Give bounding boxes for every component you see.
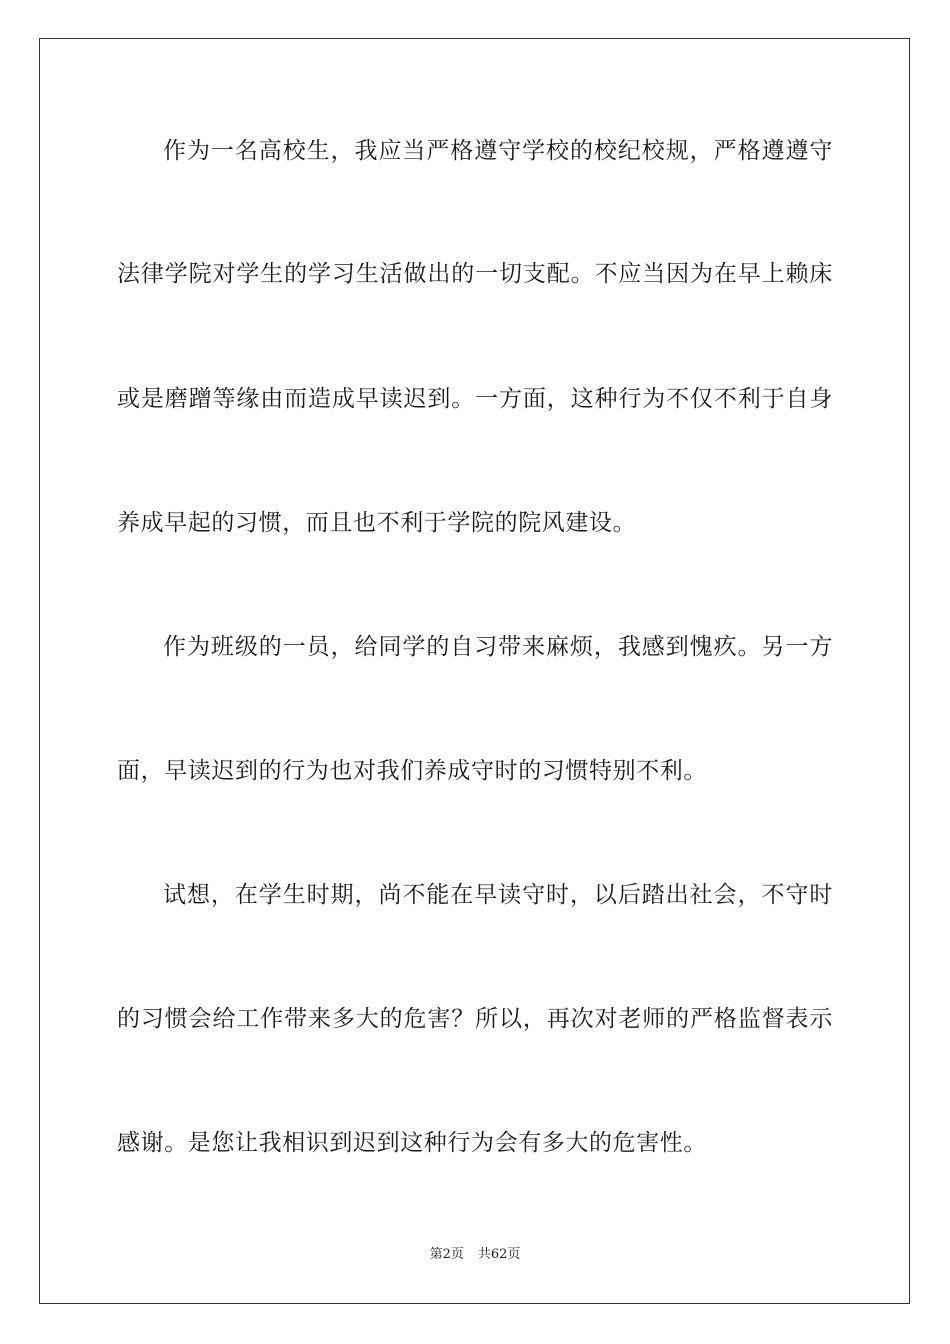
page-frame (39, 38, 910, 1304)
paragraph-1-line-3: 或是磨蹭等缘由而造成早读迟到。一方面，这种行为不仅不利于自身 (117, 386, 833, 412)
paragraph-3-line-1: 试想，在学生时期，尚不能在早读守时，以后踏出社会，不守时 (163, 882, 833, 908)
paragraph-3-line-3: 感谢。是您让我相识到迟到这种行为会有多大的危害性。 (117, 1130, 707, 1156)
paragraph-1-line-2: 法律学院对学生的学习生活做出的一切支配。不应当因为在早上赖床 (117, 261, 833, 287)
paragraph-1-line-1: 作为一名高校生，我应当严格遵守学校的校纪校规，严格遵遵守 (163, 138, 833, 164)
paragraph-1-line-4: 养成早起的习惯，而且也不利于学院的院风建设。 (117, 510, 637, 536)
current-page-number: 第2页 (429, 1247, 464, 1262)
paragraph-3-line-2: 的习惯会给工作带来多大的危害？所以，再次对老师的严格监督表示 (117, 1006, 833, 1032)
paragraph-2-line-2: 面，早读迟到的行为也对我们养成守时的习惯特别不利。 (117, 758, 707, 784)
page-footer (0, 1246, 950, 1264)
paragraph-2-line-1: 作为班级的一员，给同学的自习带来麻烦，我感到愧疚。另一方 (163, 634, 833, 660)
total-page-count: 共62页 (477, 1247, 521, 1262)
